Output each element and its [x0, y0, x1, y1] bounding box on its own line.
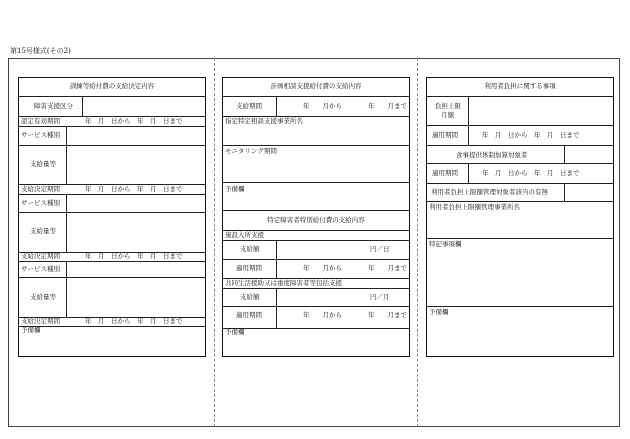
meal-provision-label: 食事提供体制加算対象者 — [456, 151, 528, 159]
burden-cap-label-2: 月額 — [441, 111, 454, 119]
apply-period-from: 年 月から — [303, 264, 342, 272]
pay-amount-label: 支給額 — [240, 293, 260, 301]
validity-label: 認定有効期間 — [21, 117, 60, 125]
service-type-label: サービス種別 — [21, 265, 60, 273]
group-home-label: 共同生活援助又は重度障害者等包括支援 — [225, 279, 342, 287]
pay-period-from: 年 月から — [303, 102, 342, 110]
validity-date-range: 年 月 日から 年 月 日まで — [85, 117, 183, 125]
special-benefit-title: 特定障害者特別給付費の支給内容 — [267, 216, 365, 224]
decision-date-range: 年 月 日から 年 月 日まで — [85, 185, 183, 193]
amount-label: 支給量等 — [30, 227, 56, 235]
decision-date-range: 年 月 日から 年 月 日まで — [85, 252, 183, 260]
user-burden-title: 利用者負担に関する事項 — [484, 82, 556, 90]
apply-period-to: 年 月まで — [368, 311, 407, 319]
training-benefit-title: 訓練等給付費の支給決定内容 — [69, 82, 155, 90]
form-number: 第15号様式(その2) — [10, 47, 71, 55]
fold-line — [214, 58, 215, 427]
fold-line — [417, 58, 418, 427]
apply-period-to: 年 月まで — [368, 264, 407, 272]
apply-period-label: 適用期間 — [432, 131, 458, 139]
decision-period-label: 支給決定期間 — [21, 317, 60, 325]
pay-period-label: 支給期間 — [236, 102, 262, 110]
burden-cap-label: 負担上限 — [435, 102, 461, 110]
apply-period-label: 適用期間 — [432, 169, 458, 177]
amount-label: 支給量等 — [30, 293, 56, 301]
apply-period-label: 適用期間 — [236, 264, 262, 272]
yen-per-day: 円／日 — [370, 245, 390, 253]
remarks-label: 予備欄 — [225, 328, 245, 336]
remarks-label: 予備欄 — [21, 326, 41, 334]
apply-period-from: 年 月から — [303, 311, 342, 319]
service-type-label: サービス種別 — [21, 131, 60, 139]
decision-period-label: 支給決定期間 — [21, 252, 60, 260]
cap-management-target-label: 利用者負担上限額管理対象者該当の有無 — [431, 188, 548, 196]
decision-period-label: 支給決定期間 — [21, 185, 60, 193]
special-notes-label: 特記事項欄 — [429, 240, 462, 248]
plan-consultation-title: 計画相談支援給付費の支給内容 — [270, 82, 362, 90]
apply-date-range: 年 月 日から 年 月 日まで — [482, 169, 580, 177]
pay-amount-label: 支給額 — [240, 245, 260, 253]
support-class-label: 障害支援区分 — [34, 102, 73, 110]
yen-per-month: 円／月 — [370, 293, 390, 301]
remarks-label: 予備欄 — [225, 185, 245, 193]
cap-management-office-label: 利用者負担上限額管理事業所名 — [429, 203, 520, 211]
user-burden-panel — [426, 77, 614, 357]
pay-period-to: 年 月まで — [368, 102, 407, 110]
apply-period-label: 適用期間 — [236, 311, 262, 319]
amount-label: 支給量等 — [30, 160, 56, 168]
monitoring-label: モニタリング期間 — [225, 147, 277, 155]
service-type-label: サービス種別 — [21, 199, 60, 207]
facility-support-label: 施設入所支援 — [225, 231, 264, 239]
office-name-label: 指定特定相談支援事業所名 — [225, 117, 303, 125]
apply-date-range: 年 月 日から 年 月 日まで — [482, 131, 580, 139]
remarks-label: 予備欄 — [429, 308, 449, 316]
decision-date-range: 年 月 日から 年 月 日まで — [85, 317, 183, 325]
